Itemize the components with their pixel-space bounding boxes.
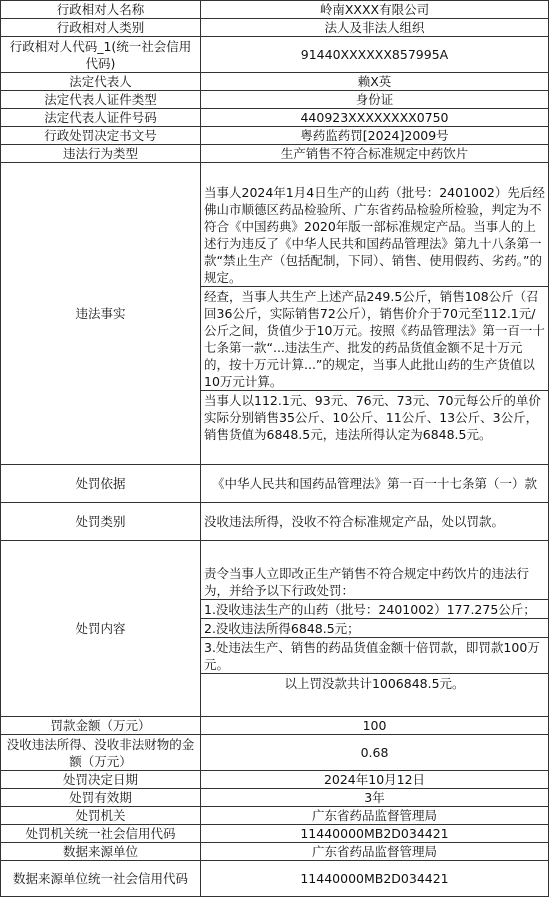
facts-label: 违法事实 <box>1 163 201 465</box>
row-value: 11440000MB2D034421 <box>201 861 549 897</box>
row-label: 处罚机关统一社会信用代码 <box>1 825 201 843</box>
table-row <box>1 807 549 825</box>
row-label: 行政相对人代码_1(统一社会信用代码) <box>1 37 201 73</box>
row-value: 法人及非法人组织 <box>201 19 549 37</box>
row-label: 行政相对人类别 <box>1 19 201 37</box>
row-value: 100 <box>201 717 549 735</box>
table-row <box>1 109 549 127</box>
content-total: 以上罚没款共计1006848.5元。 <box>201 673 548 692</box>
table-row <box>1 145 549 163</box>
row-label: 没收违法所得、没收非法财物的金额（万元） <box>1 735 201 771</box>
content-item-2: 2.没收违法所得6848.5元； <box>201 618 548 637</box>
row-value: 生产销售不符合标准规定中药饮片 <box>201 145 549 163</box>
table-row <box>1 789 549 807</box>
row-value: 2024年10月12日 <box>201 771 549 789</box>
table-row <box>1 19 549 37</box>
row-value: 0.68 <box>201 735 549 771</box>
table-row <box>1 861 549 897</box>
row-label: 处罚决定日期 <box>1 771 201 789</box>
table-row <box>1 1 549 19</box>
row-value: 广东省药品监督管理局 <box>201 843 549 861</box>
row-label: 处罚有效期 <box>1 789 201 807</box>
table-row <box>1 37 549 73</box>
row-label: 法定代表人证件类型 <box>1 91 201 109</box>
row-value: 91440XXXXXX857995A <box>201 37 549 73</box>
row-value: 赖X英 <box>201 73 549 91</box>
table-row <box>1 735 549 771</box>
row-label: 罚款金额（万元） <box>1 717 201 735</box>
row-label: 行政处罚决定书文号 <box>1 127 201 145</box>
facts-row <box>1 163 549 465</box>
content-row <box>1 541 549 717</box>
content-item-3: 3.处违法生产、销售的药品货值金额十倍罚款，即罚款100万元。 <box>201 637 548 673</box>
category-label: 处罚类别 <box>1 503 201 541</box>
category-value: 没收违法所得，没收不符合标准规定产品，处以罚款。 <box>201 503 549 541</box>
category-row <box>1 503 549 541</box>
table-row <box>1 73 549 91</box>
content-value <box>201 541 549 717</box>
row-value: 岭南XXXX有限公司 <box>201 1 549 19</box>
row-value: 11440000MB2D034421 <box>201 825 549 843</box>
row-label: 数据来源单位统一社会信用代码 <box>1 861 201 897</box>
content-label: 处罚内容 <box>1 541 201 717</box>
row-label: 法定代表人 <box>1 73 201 91</box>
row-label: 行政相对人名称 <box>1 1 201 19</box>
content-intro: 责令当事人立即改正生产销售不符合规定中药饮片的违法行为，并给予以下行政处罚： <box>204 566 530 598</box>
table-row <box>1 825 549 843</box>
row-value: 广东省药品监督管理局 <box>201 807 549 825</box>
content-item-1: 1.没收违法生产的山药（批号：2401002）177.275公斤； <box>201 599 548 618</box>
table-row <box>1 771 549 789</box>
basis-value: 《中华人民共和国药品管理法》第一百一十七条第（一）款 <box>201 465 549 503</box>
row-value: 粤药监药罚[2024]2009号 <box>201 127 549 145</box>
table-row <box>1 843 549 861</box>
row-label: 处罚机关 <box>1 807 201 825</box>
table-row <box>1 717 549 735</box>
table-row <box>1 127 549 145</box>
row-label: 违法行为类型 <box>1 145 201 163</box>
facts-paragraph-3: 当事人以112.1元、93元、76元、73元、70元每公斤的单价实际分别销售35公斤、10公斤、11公斤、13公斤、3公斤，销售货值为6848.5元，违法所得认定为6848.5元。 <box>201 390 548 443</box>
facts-paragraph-1: 当事人2024年1月4日生产的山药（批号：2401002）先后经佛山市顺德区药品检验所、广东省药品检验所检验，判定为不符合《中国药典》2020年版一部标准规定产品。当事人的上述行为违反了《中华人民共和国药品管理法》第九十八条第一款“禁止生产（包括配制，下同）、销售、使用假药、劣药。”的规定。 <box>204 185 545 285</box>
basis-label: 处罚依据 <box>1 465 201 503</box>
row-value: 3年 <box>201 789 549 807</box>
row-value: 440923XXXXXXXX0750 <box>201 109 549 127</box>
row-label: 法定代表人证件号码 <box>1 109 201 127</box>
basis-row <box>1 465 549 503</box>
facts-paragraph-2: 经查，当事人共生产上述产品249.5公斤，销售108公斤（召回36公斤，实际销售72公斤），销售价介于70元至112.1元/公斤之间，货值少于10万元。按照《药品管理法》第一百一十七条第一款“...违法生产、批发的药品货值金额不足十万元的，按十万元计算...”的规定，当事人此批山药的生产货值以10万元计算。 <box>201 286 548 390</box>
row-label: 数据来源单位 <box>1 843 201 861</box>
row-value: 身份证 <box>201 91 549 109</box>
table-row <box>1 91 549 109</box>
facts-value <box>201 163 549 465</box>
